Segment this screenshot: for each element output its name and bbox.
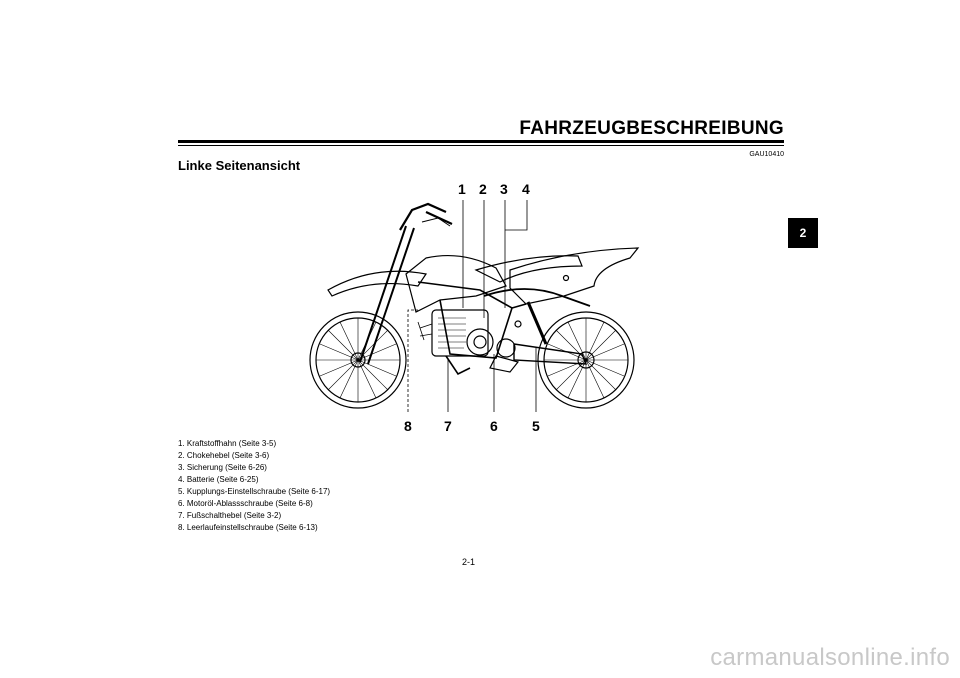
legend-list [178,438,330,534]
seat [476,256,582,282]
legend-item: 4. Batterie (Seite 6-25) [178,475,259,484]
section-title: Linke Seitenansicht [178,158,301,173]
document-code: GAU10410 [749,151,784,158]
rear-shock [528,302,546,344]
motorcycle-figure [300,178,650,440]
callout-5: 5 [532,418,540,434]
exhaust [484,289,590,306]
callout-2: 2 [479,181,487,197]
watermark: carmanualsonline.info [710,644,950,671]
handlebar [400,204,452,230]
rear-wheel [538,312,634,408]
swingarm [514,344,586,364]
callout-1: 1 [458,181,466,197]
callout-6: 6 [490,418,498,434]
callout-8: 8 [404,418,412,434]
page-number: 2-1 [462,557,476,567]
header-rule-thick [178,140,784,143]
legend-item: 3. Sicherung (Seite 6-26) [178,463,267,472]
front-wheel [310,312,406,408]
engine [418,310,518,372]
legend-item: 6. Motoröl-Ablassschraube (Seite 6-8) [178,499,313,508]
legend-item: 1. Kraftstoffhahn (Seite 3-5) [178,439,277,448]
fuel-tank [406,256,506,312]
shift-lever [446,356,470,374]
legend-item: 2. Chokehebel (Seite 3-6) [178,451,270,460]
header-rule-thin [178,145,784,146]
front-fork [360,226,414,364]
legend-item: 8. Leerlaufeinstellschraube (Seite 6-13) [178,523,318,532]
legend-item: 7. Fußschalthebel (Seite 3-2) [178,511,282,520]
callout-4: 4 [522,181,530,197]
callout-3: 3 [500,181,508,197]
callout-7: 7 [444,418,452,434]
frame [418,282,526,358]
motorcycle-illustration [300,178,650,440]
header-title: FAHRZEUGBESCHREIBUNG [519,118,784,139]
legend-item: 5. Kupplungs-Einstellschraube (Seite 6-17) [178,487,331,496]
chapter-tab: 2 [788,218,818,248]
